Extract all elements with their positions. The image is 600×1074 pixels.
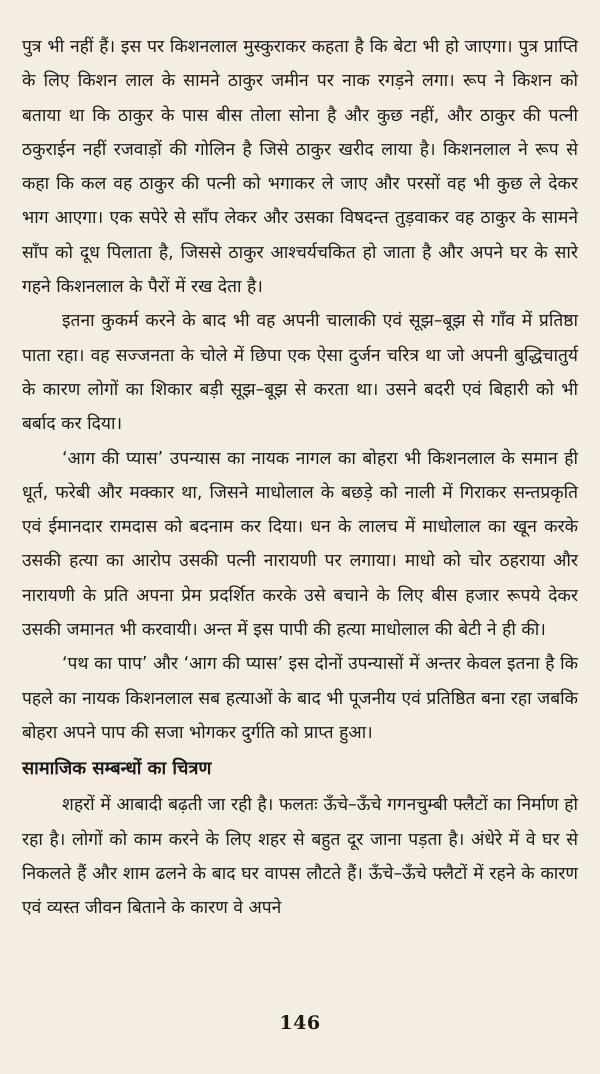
paragraph-4: ‘पथ का पाप’ और ‘आग की प्यास’ इस दोनों उपन्यासों में अन्तर केवल इतना है कि पहले का नायक किशनलाल सब हत्याओं के बाद भी पूजनीय एवं प्रतिष्ठित बना रहा जबकि बोहरा अपने पाप की सजा भोगकर दुर्गति को प्राप्त हुआ। — [22, 654, 578, 743]
paragraph-5: शहरों में आबादी बढ़ती जा रही है। फलतः ऊँचे–ऊँचे गगनचुम्बी फ्लैटों का निर्माण हो रहा है। लोगों को काम करने के लिए शहर से बहुत दूर जाना पड़ता है। अंधेरे में वे घर से निकलते हैं और शाम ढलने के बाद घर वापस लौटते हैं। ऊँचे–ऊँचे फ्लैटों में रहने के कारण एवं व्यस्त जीवन बिताने के कारण वे अपने — [22, 795, 578, 919]
section-heading: सामाजिक सम्बन्धों का चित्रण — [22, 758, 212, 780]
paragraph-2: इतना कुकर्म करने के बाद भी वह अपनी चालाकी एवं सूझ–बूझ से गाँव में प्रतिष्ठा पाता रहा। वह सज्जनता के चोले में छिपा एक ऐसा दुर्जन चरित्र था जो अपनी बुद्धिचातुर्य के कारण लोगों का शिकार बड़ी सूझ–बूझ से करता था। उसने बदरी एवं बिहारी को भी बर्बाद कर दिया। — [22, 311, 578, 435]
page-number: 146 — [279, 1012, 321, 1034]
paragraph-1: पुत्र भी नहीं हैं। इस पर किशनलाल मुस्कुराकर कहता है कि बेटा भी हो जाएगा। पुत्र प्राप्ति के लिए किशन लाल के सामने ठाकुर जमीन पर नाक रगड़ने लगा। रूप ने किशन को बताया था कि ठाकुर के पास बीस तोला सोना है और कुछ नहीं, और ठाकुर की पत्नी ठकुराईन नहीं रजवाड़ों की गोलिन है जिसे ठाकुर खरीद लाया है। किशनलाल ने रूप से कहा कि कल वह ठाकुर की पत्नी को भगाकर ले जाए और परसों वह भी कुछ ले देकर भाग आएगा। एक सपेरे से साँप लेकर और उसका विषदन्त तुड़वाकर वह ठाकुर के सामने साँप को दूध पिलाता है, जिससे ठाकुर आश्चर्यचकित हो जाता है और अपने घर के सारे गहने किशनलाल के पैरों में रख देता है। — [22, 37, 578, 298]
paragraph-3: ‘आग की प्यास’ उपन्यास का नायक नागल का बोहरा भी किशनलाल के समान ही धूर्त, फरेबी और मक्कार था, जिसने माधोलाल के बछड़े को नाली में गिराकर सन्तप्रकृति एवं ईमानदार रामदास को बदनाम कर दिया। धन के लालच में माधोलाल का खून करके उसकी हत्या का आरोप उसकी पत्नी नारायणी पर लगाया। माधो को चोर ठहराया और नारायणी के प्रति अपना प्रेम प्रदर्शित करके उसे बचाने के लिए बीस हजार रूपये देकर उसकी जमानत भी करवायी। अन्त में इस पापी की हत्या माधोलाल की बेटी ने ही की। — [22, 448, 578, 641]
